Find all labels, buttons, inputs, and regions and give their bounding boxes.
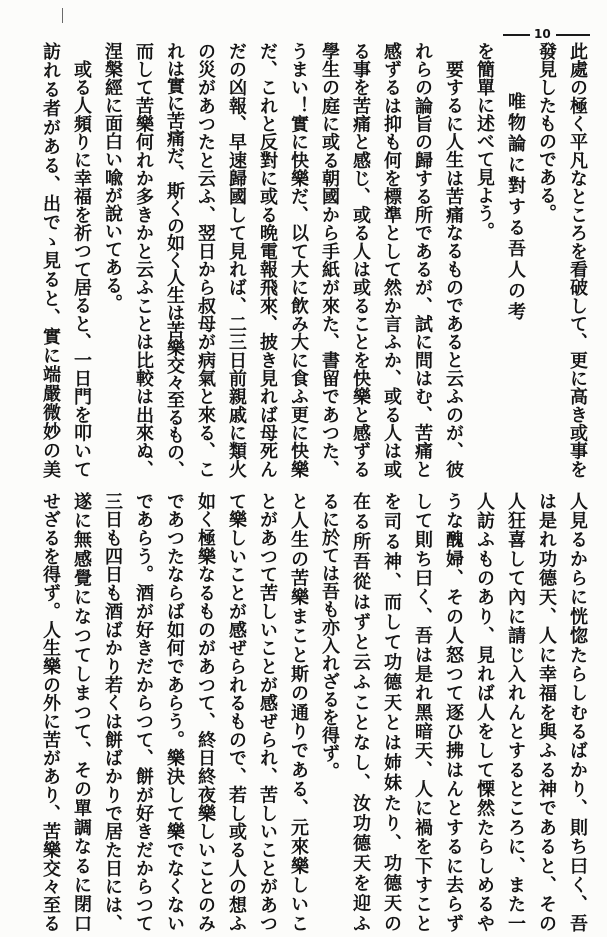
text-column: 要するに人生は苦痛なるものであると云ふのが、彼 [443,60,464,479]
text-column: 人狂喜して內に請じ入れんとするところに、また一 [505,492,526,932]
section-heading: 唯物論に對する吾人の考 [505,92,526,323]
text-column: を司る神、而して功德天とは姉妹たり、功德天の [381,492,402,932]
text-column: であつたならば如何であらう。樂決して樂でなくない [164,492,185,932]
text-column: 學生の庭に或る朝國から手紙が來た、書留であつた、 [319,42,340,478]
lower-tier [35,492,593,932]
text-column: 人見るからに恍惚たらしむるばかり、則ち曰く、吾 [567,492,588,933]
text-column: せざるを得ず。人生樂の外に苦があり、苦樂交々至る [40,492,61,932]
text-column: て樂しいことが感ぜられるもので、若し或る人の想ふ [226,492,247,933]
page-number: 10 [534,27,551,41]
text-column: 訪れる者がある、出でゝ見ると、實に端嚴微妙の美 [40,42,61,478]
text-column: だの凶報、早速歸國して見れば、二三日前親戚に類火 [226,42,247,479]
text-column: を簡單に述べて見よう。 [474,42,495,240]
header-rule-right [556,34,590,36]
text-column: 在る所吾從はずと云ふことなし、汝功德天を迎ふ [350,492,371,932]
text-column: 或る人頻りに幸福を祈つて居ると、一日門を叩いて [71,60,92,478]
upper-tier [35,42,593,478]
text-column: は是れ功德天、人に幸福を與ふる神であると、その [536,492,557,932]
text-column: 發見したものである。 [536,42,557,222]
text-column: る事を苦痛と感じ、或る人は或ることを快樂と感ずる [350,42,371,478]
text-column: 遂に無感覺になつてしまつて、その單調なるに閉口 [71,492,92,932]
text-column: うまい！實に快樂だ、以て大に飲み大に食ふ更に快樂 [288,42,309,478]
text-column: であらう。酒が好きだからつて、餅が好きだからつて [133,492,154,933]
text-column: 此處の極く平凡なところを看破して、更に高き或事を [567,42,588,478]
text-column: るに於ては吾も亦入れざるを得ず。 [319,492,340,780]
text-column: 三日も四日も酒ばかり若くは餅ばかりで居た日には、 [102,492,123,932]
text-column: の災があつたと云ふ、翌日から叔母が病氣と來る、こ [195,42,216,478]
text-column: 感ずるは抑も何を標準として然か言ふか、或る人は或 [381,42,402,478]
text-column: と人生の苦樂まこと斯の通りである、元來樂しいこ [288,492,309,932]
header-rule-left [503,34,530,36]
text-column: 如く極樂なるものがあつて、終日終夜樂しいことのみ [195,492,216,932]
text-column: 而して苦樂何れか多きかと云ふことは比較は出來ぬ、 [133,42,154,478]
scan-mark [62,8,63,23]
text-column: だ、これと反對に或る晩電報飛來、披き見れば母死ん [257,42,278,478]
text-column: れらの論旨の歸する所であるが、試に問はむ、苦痛と [412,42,433,478]
text-column: れは實に苦痛だ、斯くの如く人生は苦樂交々至るもの、 [164,42,185,478]
text-column: うな醜婦、その人怒つて逐ひ拂はんとするに去らず [443,492,464,932]
text-column: 人訪ふものあり、見れば人をして慄然たらしめるや [474,492,495,932]
text-column: 涅槃經に面白い喩が說いてある。 [102,42,123,312]
text-column: して則ち曰く、吾は是れ黑暗天、人に禍を下すこと [412,492,433,933]
text-column: とがあつて苦しいことが感ぜられ、苦しいことがあつ [257,492,278,932]
